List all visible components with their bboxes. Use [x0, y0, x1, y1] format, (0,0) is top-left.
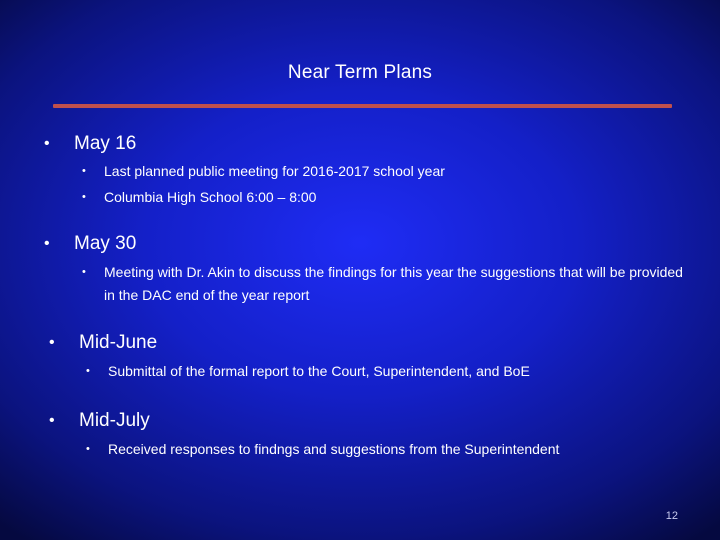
bullet-icon: • — [82, 191, 86, 203]
section-heading: Mid-June — [79, 332, 158, 353]
sub-bullet-text: Meeting with Dr. Akin to discuss the findings for this year the suggestions that will be provided in the DAC end of the year report — [104, 264, 683, 303]
bullet-icon: • — [49, 334, 55, 351]
sub-bullet-text: Last planned public meeting for 2016-2017 school year — [104, 163, 445, 179]
bullet-icon: • — [44, 235, 50, 252]
bullet-icon: • — [82, 266, 86, 278]
bullet-icon: • — [49, 412, 55, 429]
bullet-icon: • — [86, 365, 90, 377]
sub-bullet-text: Columbia High School 6:00 – 8:00 — [104, 189, 317, 205]
bullet-icon: • — [44, 135, 50, 152]
section-heading: May 30 — [74, 233, 137, 254]
page-number: 12 — [665, 510, 678, 522]
bullet-icon: • — [86, 443, 90, 455]
slide-title: Near Term Plans — [287, 62, 433, 83]
title-divider — [53, 104, 672, 108]
bullet-icon: • — [82, 165, 86, 177]
sub-bullet-text: Submittal of the formal report to the Court, Superintendent, and BoE — [108, 363, 530, 379]
sub-bullet-text: Received responses to findngs and suggestions from the Superintendent — [108, 441, 560, 457]
section-heading: Mid-July — [79, 410, 150, 431]
section-heading: May 16 — [74, 133, 137, 154]
